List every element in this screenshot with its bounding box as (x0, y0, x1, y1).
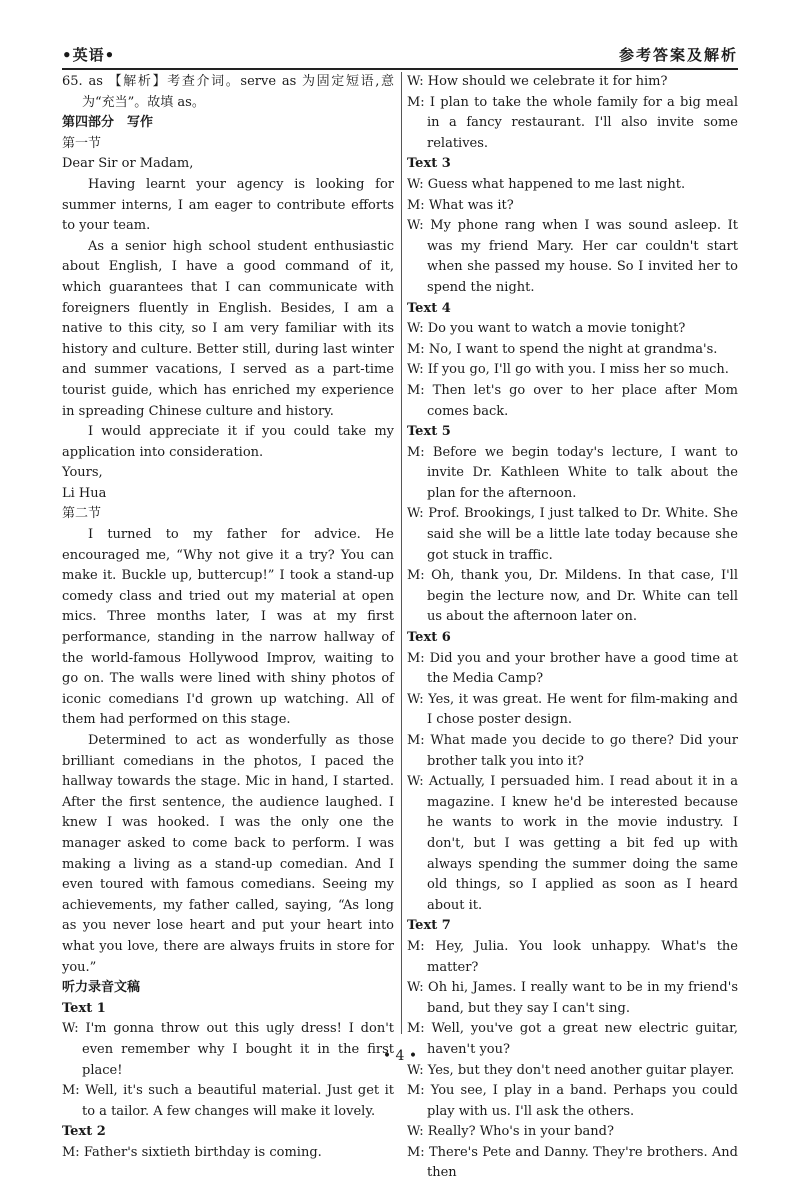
dialogue-line: M: Well, you've got a great new electric guitar, haven't you? (407, 1021, 738, 1057)
dialogue-line: M: Oh, thank you, Dr. Mildens. In that case, I'll begin the lecture now, and Dr. White can tell us about the afternoon later on. (407, 568, 738, 625)
dialogue-line: W: Yes, but they don't need another guitar player. (407, 1062, 735, 1078)
letter-paragraph: As a senior high school student enthusiastic about English, I have a good command of it, which guarantees that I can communicate with foreigners fluently in English. Besides, I am a native to this city, so I am very familiar with its history and culture. Better still, during last winter and summer vacations, I served as a part-time tourist guide, which has enriched my experience in spreading Chinese culture and history. (62, 238, 394, 419)
subject-label: •英语• (62, 46, 116, 64)
left-column (62, 72, 394, 1163)
dialogue-line: M: What made you decide to go there? Did your brother talk you into it? (407, 733, 738, 769)
section1-heading: 第一节 (62, 135, 102, 151)
text7-heading: Text 7 (407, 918, 451, 934)
dialogue-line: M: I plan to take the whole family for a big meal in a fancy restaurant. I'll also invite some relatives. (407, 94, 738, 151)
story-paragraph: I turned to my father for advice. He encouraged me, “Why not give it a try? You can make it. Buckle up, buttercup!” I took a stand-up comedy class and tried out my material at open mics. Three months later, I was at my first performance, standing in the narrow hallway of the world-famous Hollywood Improv, waiting to go on. The walls were lined with shiny photos of iconic comedians I'd grown up watching. All of them had performed on this stage. (62, 527, 394, 728)
part4-heading: 第四部分 写作 (62, 115, 154, 131)
right-column (407, 72, 738, 1184)
header-rule (62, 68, 738, 70)
text6-heading: Text 6 (407, 630, 451, 646)
dialogue-line: M: Before we begin today's lecture, I want to invite Dr. Kathleen White to talk about the plan for the afternoon. (407, 444, 738, 501)
section2-heading: 第二节 (62, 506, 102, 522)
dialogue-line: M: Well, it's such a beautiful material. Just get it to a tailor. A few changes will make it lovely. (62, 1083, 394, 1119)
dialogue-line: W: Really? Who's in your band? (407, 1124, 614, 1140)
text4-heading: Text 4 (407, 300, 451, 316)
story-paragraph: Determined to act as wonderfully as those brilliant comedians in the photos, I paced the hallway towards the stage. Mic in hand, I started. After the first sentence, the audience laughed. I knew I was hooked. I was the only one the manager asked to come back to perform. I was making a living as a stand-up comedian. And I even toured with famous comedians. Seeing my achievements, my father called, saying, “As long as you never lose heart and put your heart into what you love, there are always fruits in store for you.” (62, 733, 394, 975)
transcript-heading: 听力录音文稿 (62, 980, 141, 996)
column-divider (401, 72, 402, 1034)
section-title: 参考答案及解析 (618, 46, 738, 64)
dialogue-line: W: Prof. Brookings, I just talked to Dr. White. She said she will be a little late today because she got stuck in traffic. (407, 506, 738, 563)
dialogue-line: W: If you go, I'll go with you. I miss her so much. (407, 362, 729, 378)
dialogue-line: W: Do you want to watch a movie tonight? (407, 321, 686, 337)
answer-65: 65. as 【解析】考查介词。serve as 为固定短语,意为“充当”。故填 as。 (62, 74, 394, 110)
dialogue-line: M: Hey, Julia. You look unhappy. What's the matter? (407, 938, 738, 975)
dialogue-line: M: No, I want to spend the night at grandma's. (407, 341, 718, 357)
letter-greeting: Dear Sir or Madam, (62, 156, 194, 172)
page-number: • 4 • (382, 1048, 418, 1064)
dialogue-line: W: Yes, it was great. He went for film-making and I chose poster design. (407, 691, 738, 728)
letter-paragraph: Having learnt your agency is looking for summer interns, I am eager to contribute efforts to your team. (62, 176, 394, 234)
dialogue-line: M: Did you and your brother have a good time at the Media Camp? (407, 650, 738, 687)
page-header (62, 40, 738, 66)
text1-heading: Text 1 (62, 1000, 106, 1016)
text2-heading: Text 2 (62, 1124, 106, 1140)
text3-heading: Text 3 (407, 156, 451, 172)
letter-signature: Li Hua (62, 485, 107, 501)
text5-heading: Text 5 (407, 424, 451, 440)
dialogue-line: W: Actually, I persuaded him. I read about it in a magazine. I knew he'd be interested because he wants to work in the movie industry. I don't, but I was getting a bit fed up with always spending the summer doing the same old things, so I applied as soon as I heard about it. (407, 774, 738, 913)
dialogue-line: W: My phone rang when I was sound asleep. It was my friend Mary. Her car couldn't start when she passed my house. So I invited her to spend the night. (407, 218, 738, 295)
dialogue-line: M: There's Pete and Danny. They're brothers. And then (407, 1144, 738, 1181)
letter-closing: Yours, (62, 465, 103, 481)
dialogue-line: W: Guess what happened to me last night. (407, 176, 686, 192)
dialogue-line: M: Then let's go over to her place after Mom comes back. (407, 382, 738, 419)
dialogue-line: W: I'm gonna throw out this ugly dress! I don't even remember why I bought it in the first place! (62, 1021, 394, 1078)
letter-paragraph: I would appreciate it if you could take my application into consideration. (62, 424, 394, 460)
dialogue-line: W: Oh hi, James. I really want to be in my friend's band, but they say I can't sing. (407, 980, 738, 1016)
dialogue-line: M: You see, I play in a band. Perhaps you could play with us. I'll ask the others. (407, 1083, 738, 1119)
dialogue-line: M: Father's sixtieth birthday is coming. (62, 1144, 322, 1160)
dialogue-line: W: How should we celebrate it for him? (407, 74, 668, 89)
dialogue-line: M: What was it? (407, 197, 514, 213)
